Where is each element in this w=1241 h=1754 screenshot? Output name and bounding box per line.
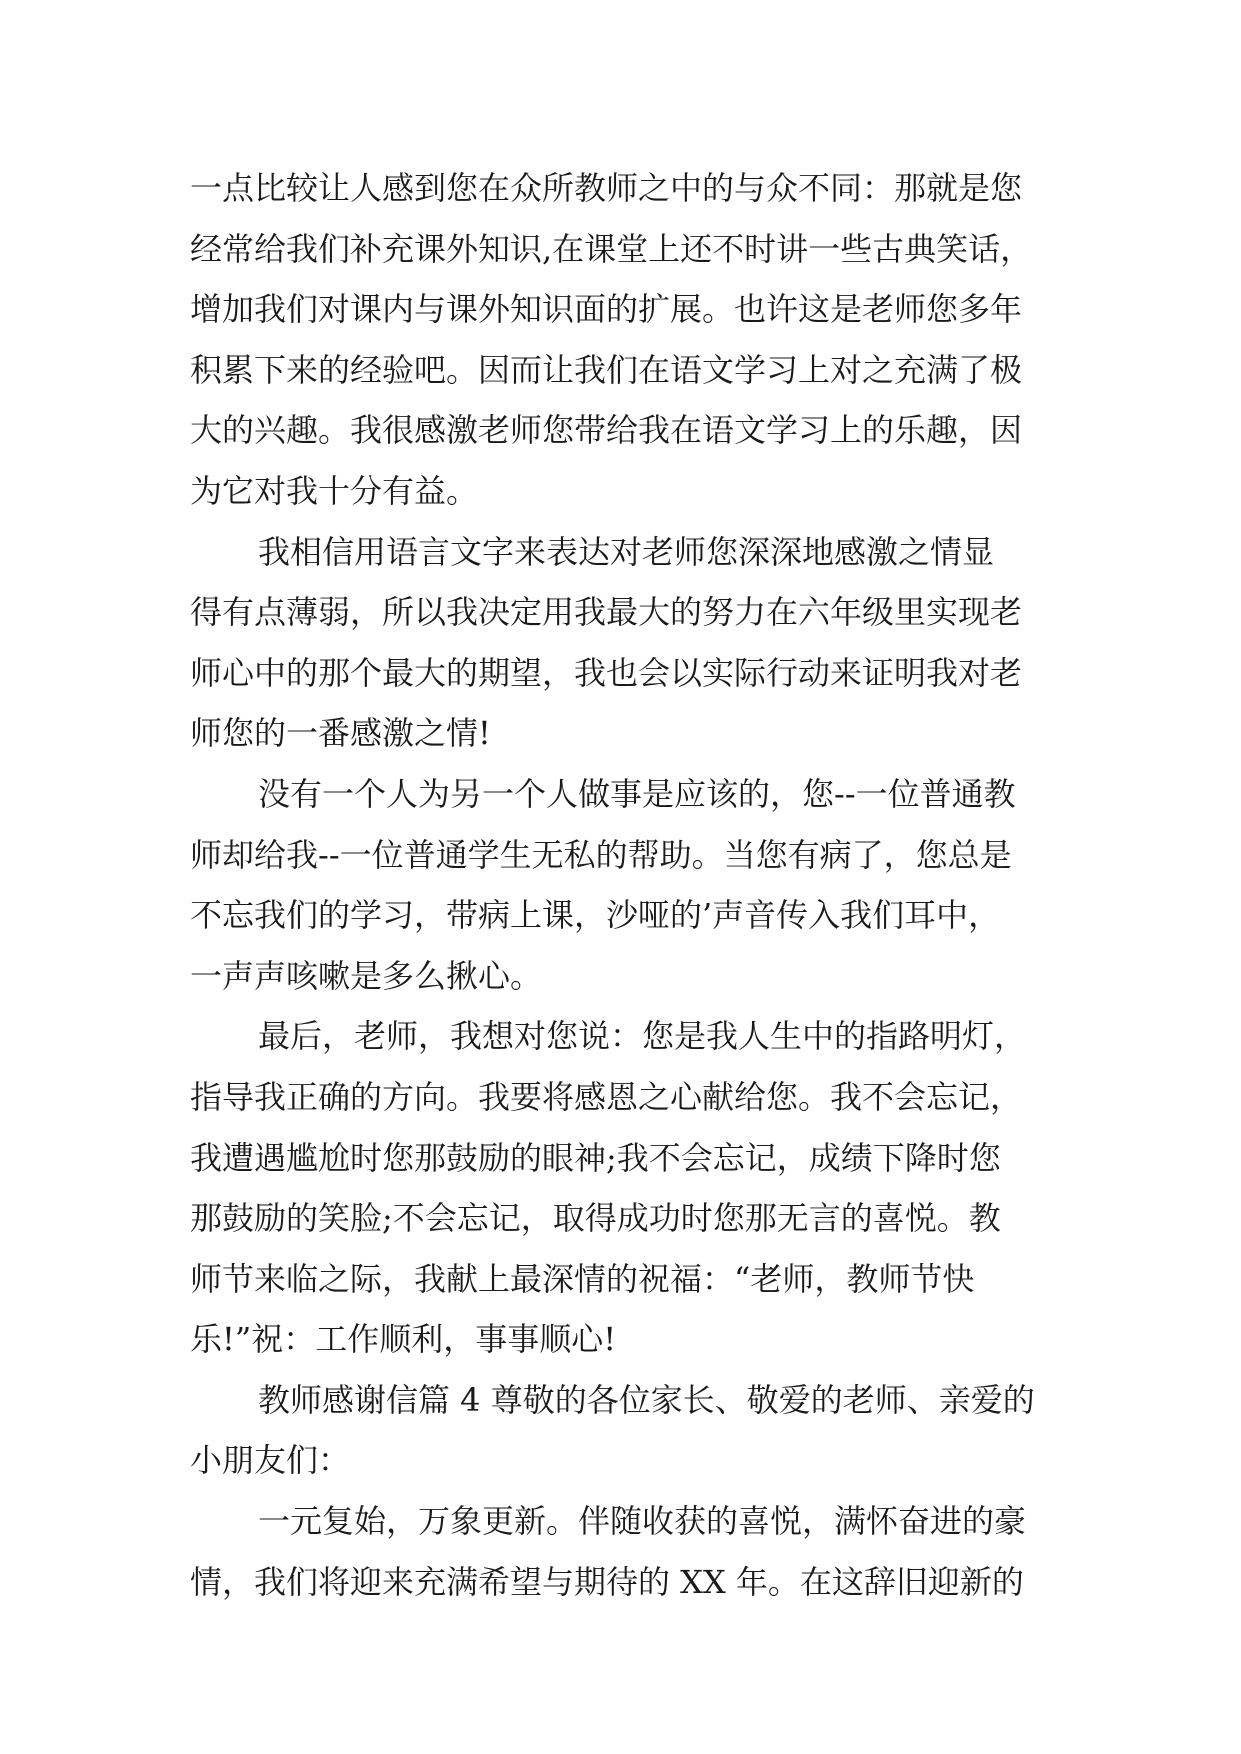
text-line: 经常给我们补充课外知识,在课堂上还不时讲一些古典笑话， <box>190 229 1033 268</box>
paragraph-first-line: 一元复始，万象更新。伴随收获的喜悦，满怀奋进的豪 <box>258 1502 1027 1541</box>
paragraph-first-line: 教师感谢信篇 4 尊敬的各位家长、敬爱的老师、亲爱的 <box>258 1380 1035 1419</box>
text-line: 师心中的那个最大的期望，我也会以实际行动来证明我对老 <box>190 653 1023 692</box>
text-line: 指导我正确的方向。我要将感恩之心献给您。我不会忘记， <box>190 1077 1023 1116</box>
text-line: 那鼓励的笑脸;不会忘记，取得成功时您那无言的喜悦。教 <box>190 1199 1001 1238</box>
text-line: 不忘我们的学习，带病上课，沙哑的’声音传入我们耳中， <box>190 896 1001 935</box>
text-line: 得有点薄弱，所以我决定用我最大的努力在六年级里实现老 <box>190 593 1023 632</box>
text-line: 我遭遇尴尬时您那鼓励的眼神;我不会忘记，成绩下降时您 <box>190 1138 1001 1177</box>
text-line: 大的兴趣。我很感激老师您带给我在语文学习上的乐趣，因 <box>190 411 1023 450</box>
text-line: 情，我们将迎来充满希望与期待的 XX 年。在这辞旧迎新的 <box>190 1562 1024 1601</box>
text-line: 一点比较让人感到您在众所教师之中的与众不同：那就是您 <box>190 169 1023 207</box>
text-line: 增加我们对课内与课外知识面的扩展。也许这是老师您多年 <box>190 290 1023 329</box>
text-line: 师却给我--一位普通学生无私的帮助。当您有病了，您总是 <box>190 835 1012 874</box>
paragraph-first-line: 最后，老师，我想对您说：您是我人生中的指路明灯， <box>258 1017 1027 1056</box>
text-line: 小朋友们： <box>190 1441 351 1480</box>
text-line: 师您的一番感激之情! <box>190 714 491 753</box>
paragraph-first-line: 没有一个人为另一个人做事是应该的，您--一位普通教 <box>258 774 1016 813</box>
text-line: 为它对我十分有益。 <box>190 471 479 510</box>
text-line: 积累下来的经验吧。因而让我们在语文学习上对之充满了极 <box>190 350 1023 389</box>
text-line: 乐!”祝：工作顺利，事事顺心! <box>190 1320 617 1359</box>
document-body <box>190 158 1070 1612</box>
text-line: 一声声咳嗽是多么揪心。 <box>190 956 543 995</box>
text-line: 师节来临之际，我献上最深情的祝福：“老师，教师节快 <box>190 1259 975 1298</box>
paragraph-first-line: 我相信用语言文字来表达对老师您深深地感激之情显 <box>258 532 995 571</box>
